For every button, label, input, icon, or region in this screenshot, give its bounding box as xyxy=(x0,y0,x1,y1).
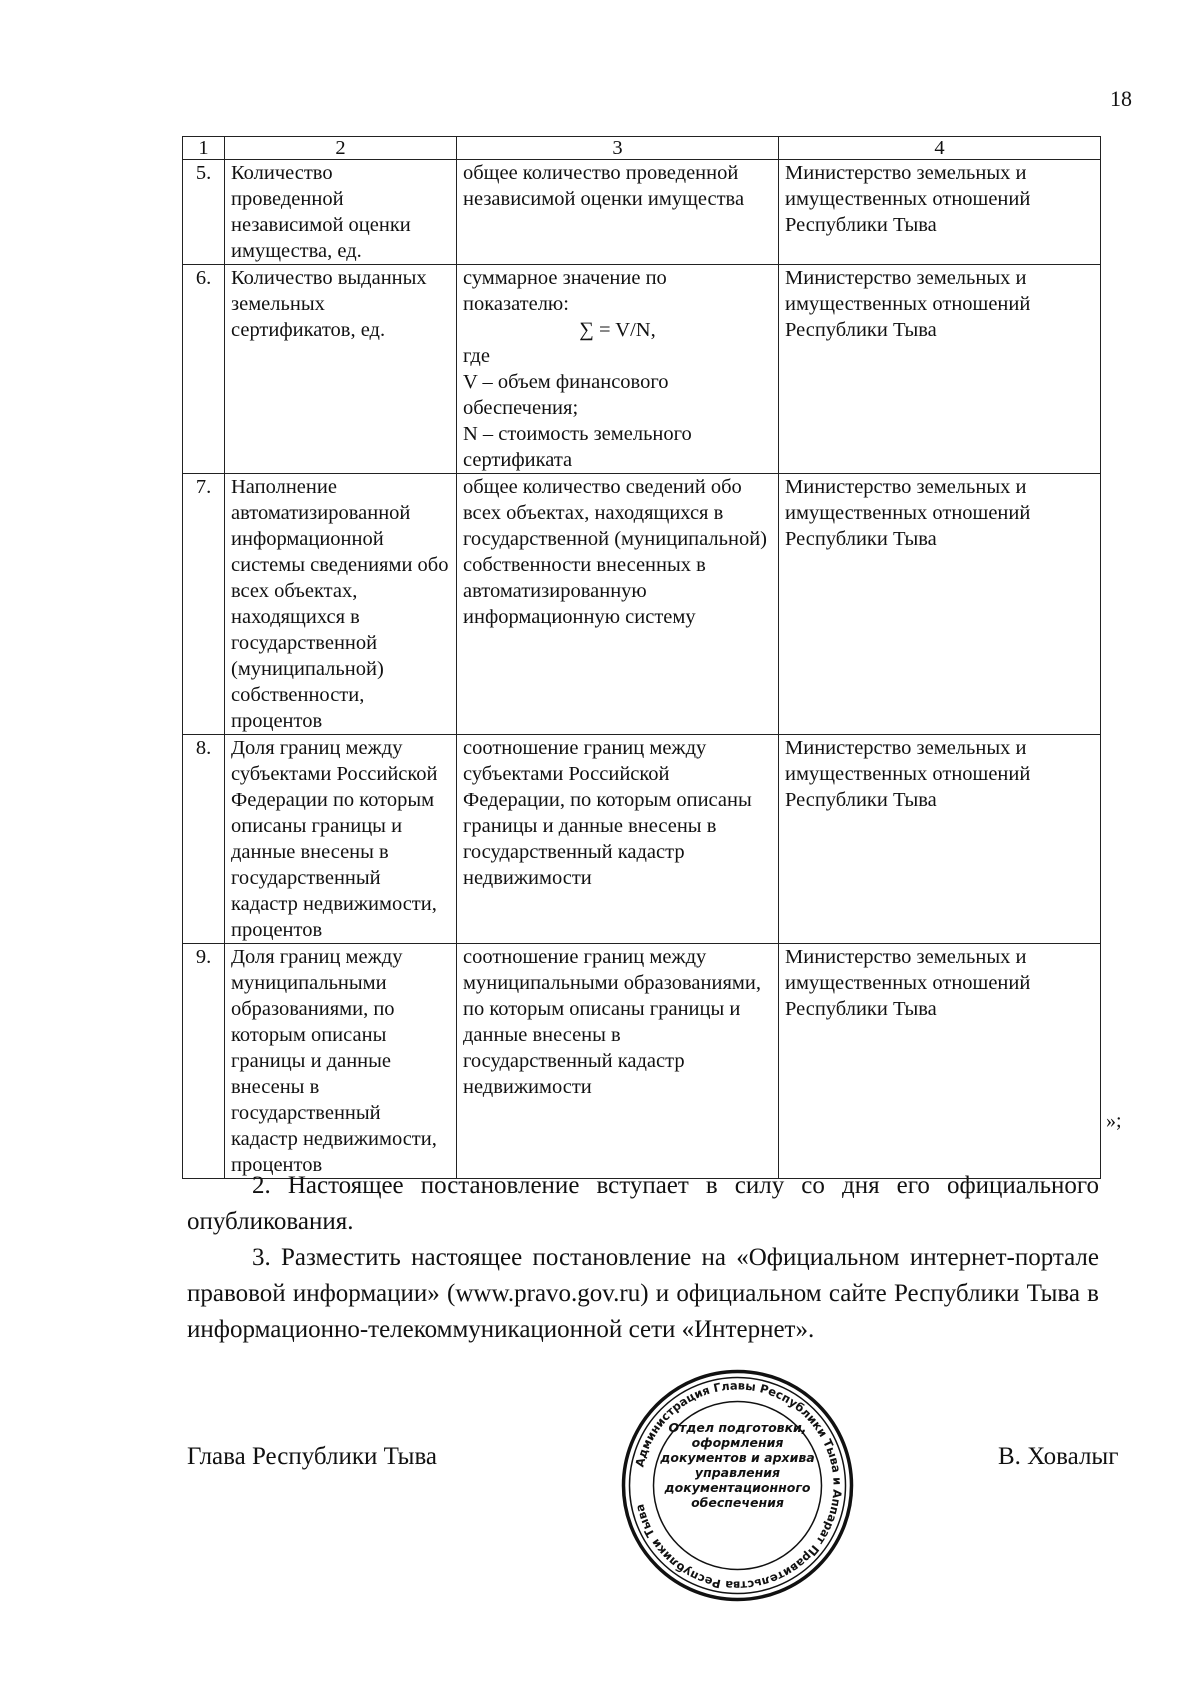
seal-inner-area xyxy=(660,1420,815,1550)
row-number: 9. xyxy=(183,944,225,1179)
indicator-cell: Количество выданных земельных сертификатов, ед. xyxy=(225,265,457,474)
method-cell: соотношение границ между муниципальными образованиями, по которым описаны границы и данные внесены в государственный кадастр недвижимости xyxy=(457,944,779,1179)
responsible-cell: Министерство земельных и имущественных отношений Республики Тыва xyxy=(779,474,1101,735)
method-v-definition: V – объем финансового обеспечения; xyxy=(463,371,669,419)
method-cell: общее количество проведенной независимой оценки имущества xyxy=(457,160,779,265)
signatory-name: В. Ховалыг xyxy=(998,1443,1119,1470)
row-number: 7. xyxy=(183,474,225,735)
seal-outer-text: Администрация Главы Республики Тыва и Аппарат Правительства Республики Тыва xyxy=(632,1378,845,1593)
table-header-row xyxy=(183,137,1101,160)
responsible-cell: Министерство земельных и имущественных отношений Республики Тыва xyxy=(779,944,1101,1179)
method-cell: соотношение границ между субъектами Российской Федерации, по которым описаны границы и данные внесены в государственный кадастр недвижимости xyxy=(457,735,779,944)
row-number: 8. xyxy=(183,735,225,944)
official-seal xyxy=(620,1368,855,1603)
responsible-cell: Министерство земельных и имущественных отношений Республики Тыва xyxy=(779,265,1101,474)
column-header: 2 xyxy=(225,137,457,160)
row-number: 5. xyxy=(183,160,225,265)
indicator-cell: Доля границ между субъектами Российской Федерации по которым описаны границы и данные внесены в государственный кадастр недвижимости, процентов xyxy=(225,735,457,944)
table-row xyxy=(183,474,1101,735)
method-intro: суммарное значение по показателю: xyxy=(463,267,667,315)
column-header: 1 xyxy=(183,137,225,160)
method-n-definition: N – стоимость земельного сертификата xyxy=(463,423,692,471)
indicators-table xyxy=(182,136,1101,1179)
indicator-cell: Наполнение автоматизированной информационной системы сведениями обо всех объектах, находящихся в государственной (муниципальной) собственности, процентов xyxy=(225,474,457,735)
table-row xyxy=(183,944,1101,1179)
responsible-cell: Министерство земельных и имущественных отношений Республики Тыва xyxy=(779,735,1101,944)
table-row xyxy=(183,265,1101,474)
method-where: где xyxy=(463,345,490,367)
indicator-cell: Доля границ между муниципальными образованиями, по которым описаны границы и данные внесены в государственный кадастр недвижимости, процентов xyxy=(225,944,457,1179)
method-cell xyxy=(457,265,779,474)
closing-quote-mark: »; xyxy=(1106,1110,1122,1132)
method-cell: общее количество сведений обо всех объектах, находящихся в государственной (муниципальной) собственности внесенных в автоматизированную информационную систему xyxy=(457,474,779,735)
paragraph-2: 2. Настоящее постановление вступает в силу со дня его официального опубликования. xyxy=(187,1172,1099,1235)
table-row xyxy=(183,735,1101,944)
column-header: 4 xyxy=(779,137,1101,160)
indicator-cell: Количество проведенной независимой оценки имущества, ед. xyxy=(225,160,457,265)
signatory-title: Глава Республики Тыва xyxy=(187,1443,438,1470)
column-header: 3 xyxy=(457,137,779,160)
table-row xyxy=(183,160,1101,265)
method-formula: ∑ = V/N, xyxy=(579,319,656,341)
row-number: 6. xyxy=(183,265,225,474)
page-number: 18 xyxy=(1110,86,1132,111)
paragraph-3: 3. Разместить настоящее постановление на «Официальном интернет-портале правовой информации» (www.pravo.gov.ru) и официальном сайте Республики Тыва в информационно-телекоммуникационной сети «Интернет». xyxy=(187,1244,1099,1343)
responsible-cell: Министерство земельных и имущественных отношений Республики Тыва xyxy=(779,160,1101,265)
seal-inner-text: Отдел подготовки, оформления документов и архива управления документационного обеспечения xyxy=(660,1420,815,1510)
